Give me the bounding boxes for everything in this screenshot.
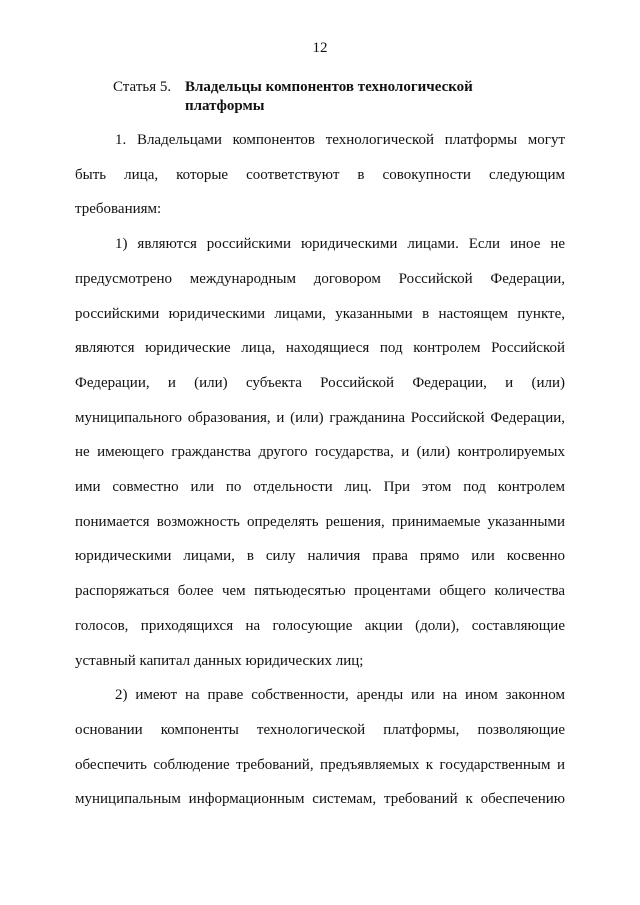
text-line: предусмотрено международным договором Российской Федерации,: [75, 270, 565, 287]
text-line: понимается возможность определять решения, принимаемые указанными: [75, 513, 565, 530]
text-line: обеспечить соблюдение требований, предъявляемых к государственным и: [75, 756, 565, 773]
article-prefix: Статья 5.: [113, 79, 172, 95]
text-line: требованиям:: [75, 201, 162, 218]
text-line: являются юридические лица, находящиеся под контролем Российской: [75, 340, 565, 357]
paragraph-2: [75, 227, 565, 678]
text-line: быть лица, которые соответствуют в совокупности следующим: [75, 166, 565, 183]
text-line: муниципального образования, и (или) гражданина Российской Федерации,: [75, 409, 565, 426]
text-line: муниципальным информационным системам, требований к обеспечению: [75, 791, 565, 808]
text-line: голосов, приходящихся на голосующие акции (доли), составляющие: [75, 617, 565, 634]
paragraph-1: [75, 123, 565, 227]
article-heading: [113, 78, 533, 116]
text-line: 2) имеют на праве собственности, аренды или на ином законном: [115, 687, 565, 704]
text-line: 1. Владельцами компонентов технологической платформы могут: [115, 132, 565, 148]
text-line: Федерации, и (или) субъекта Российской Федерации, и (или): [75, 374, 565, 391]
text-line: российскими юридическими лицами, указанными в настоящем пункте,: [75, 305, 565, 322]
text-line: основании компоненты технологической платформы, позволяющие: [75, 721, 565, 738]
document-body: [75, 123, 565, 817]
article-title-line-2: платформы: [185, 98, 265, 114]
text-line: юридическими лицами, в силу наличия права прямо или косвенно: [75, 548, 565, 565]
paragraph-3: [75, 678, 565, 817]
article-title-line-1: Владельцы компонентов технологической: [185, 79, 473, 95]
text-line: ими совместно или по отдельности лиц. При этом под контролем: [75, 479, 565, 496]
page-number: 12: [312, 40, 328, 56]
text-line: 1) являются российскими юридическими лицами. Если иное не: [115, 236, 565, 253]
text-line: распоряжаться более чем пятьюдесятью процентами общего количества: [75, 583, 565, 600]
text-line: не имеющего гражданства другого государства, и (или) контролируемых: [75, 444, 565, 461]
text-line: уставный капитал данных юридических лиц;: [75, 652, 364, 669]
